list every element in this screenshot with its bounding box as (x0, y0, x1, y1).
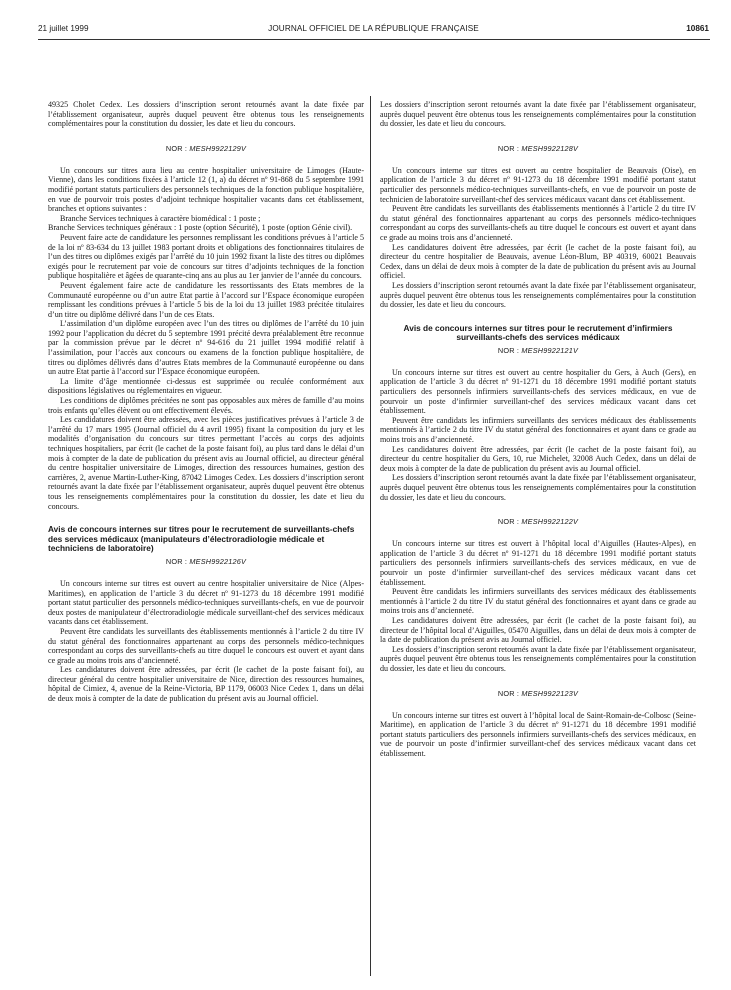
nor-reference: NOR : MESH9922128V (497, 143, 579, 153)
paragraph: Les candidatures doivent être adressées, par écrit (le cachet de la poste faisant foi), au directeur général du centre hospitalier universitaire de Nice, direction des ressources humaines, hôpital de Cimiez, 4, avenue de la Reine-Victoria, BP 1179, 06003 Nice Cedex 1, dans un délai de deux mois à compter de la date de publication du présent avis au Journal officiel. (48, 665, 364, 704)
nor-reference: NOR : MESH9922121V (497, 345, 579, 355)
paragraph: L’assimilation d’un diplôme européen avec l’un des titres ou diplômes de l’arrêté du 10 juin 1992 pour l’application du décret du 5 septembre 1991 précité devra préalablement être reconnue par la commission prévue par le décret nº 94-616 du 21 juillet 1994 modifié relatif à l’assimilation, pour l’accès aux concours ou examens de la fonction publique hospitalière, de titres ou diplômes délivrés dans d’autres Etats membres de la Communauté européenne ou dans un autre Etat partie à l’accord sur l’Espace économique européen. (48, 319, 364, 377)
header-rule (38, 39, 710, 40)
paragraph: Peuvent également faire acte de candidature les ressortissants des Etats membres de la Communauté européenne ou d’un autre Etat partie à l’accord sur l’Espace économique européen remplissant les conditions prévues à l’article 5 bis de la loi du 13 juillet 1983 précitée titulaires d’un titre ou diplôme délivré dans l’un de ces Etats. (48, 280, 364, 319)
paragraph: Un concours interne sur titres est ouvert au centre hospitalier du Gers, à Auch (Gers), en application de l’article 3 du décret nº 91-1271 du 18 décembre 1991 modifié portant statuts particuliers des personnels infirmiers surveillants-chefs des services médicaux, en vue de pourvoir un poste d’infirmier surveillant-chef des services médicaux vacant dans cet établissement. (380, 367, 696, 416)
paragraph: Branche Services techniques à caractère biomédical : 1 poste ; (60, 213, 261, 223)
issue-date: 21 juillet 1999 (38, 24, 89, 33)
section-title: Avis de concours internes sur titres pour le recrutement d’infirmiers surveillants-chefs des services médicaux (403, 322, 673, 343)
paragraph: Les dossiers d’inscription seront retournés avant la date fixée par l’établissement organisateur, auprès duquel peuvent être obtenus tous les renseignements complémentaires pour la constitution du dossier, les date et lieu du concours. (380, 280, 696, 310)
paragraph: Les candidatures doivent être adressées, par écrit (le cachet de la poste faisant foi), au directeur du centre hospitalier de Beauvais, avenue Léon-Blum, BP 40319, 60021 Beauvais Cedex, dans un délai de deux mois à compter de la date de publication du présent avis au Journal officiel. (380, 242, 696, 281)
paragraph: Les dossiers d’inscription seront retournés avant la date fixée par l’établissement organisateur, auprès duquel peuvent être obtenus tous les renseignements complémentaires pour la constitution du dossier, les date et lieu du concours. (380, 100, 696, 129)
nor-reference: NOR : MESH9922126V (165, 556, 247, 566)
paragraph: Un concours interne sur titres est ouvert au centre hospitalier de Beauvais (Oise), en application de l’article 3 du décret nº 91-1273 du 18 décembre 1991 modifié portant statut particulier des personnels médico-techniques surveillants-chefs, en vue de pourvoir un poste de technicien de laboratoire surveillant-chef des services médicaux vacant dans cet établissement. (380, 165, 696, 204)
paragraph: 49325 Cholet Cedex. Les dossiers d’inscription seront retournés avant la date fixée par l’établissement organisateur, auprès duquel peuvent être obtenus tous les renseignements complémentaires pour la constitution du dossier, les date et lieu du concours. (48, 100, 364, 129)
paragraph: Un concours interne sur titres est ouvert à l’hôpital local de Saint-Romain-de-Colbosc (Seine-Maritime), en application de l’article 3 du décret nº 91-1271 du 18 décembre 1991 modifié portant statuts particuliers des personnels infirmiers surveillants-chefs des services médicaux, en vue de pourvoir un poste d’infirmier surveillant-chef des services médicaux vacant dans cet établissement. (380, 710, 696, 758)
left-column (48, 100, 364, 980)
right-column (380, 100, 696, 980)
nor-reference: NOR : MESH9922122V (497, 517, 579, 527)
paragraph: Les dossiers d’inscription seront retournés avant la date fixée par l’établissement organisateur, auprès duquel peuvent être obtenus tous les renseignements complémentaires pour la constitution du dossier, les date et lieu du concours. (380, 473, 696, 502)
nor-reference: NOR : MESH9922129V (165, 143, 247, 153)
paragraph: Les conditions de diplômes précitées ne sont pas opposables aux mères de famille d’au moins trois enfants qu’elles élèvent ou ont effectivement élevés. (48, 396, 364, 415)
nor-reference: NOR : MESH9922123V (497, 688, 579, 698)
paragraph: Les dossiers d’inscription seront retournés avant la date fixée par l’établissement organisateur, auprès duquel peuvent être obtenus tous les renseignements complémentaires pour la constitution du dossier, les date et lieu du concours. (380, 644, 696, 673)
paragraph: Peuvent être candidats les infirmiers surveillants des services médicaux des établissements mentionnés à l’article 2 du titre IV du statut général des fonctionnaires et ayant dans ce grade au moins trois ans d’ancienneté. (380, 587, 696, 616)
paragraph: Peuvent être candidats les infirmiers surveillants des services médicaux des établissements mentionnés à l’article 2 du titre IV du statut général des fonctionnaires et ayant dans ce grade au moins trois ans d’ancienneté. (380, 415, 696, 445)
paragraph: Peuvent faire acte de candidature les personnes remplissant les conditions prévues à l’article 5 de la loi nº 83-634 du 13 juillet 1983 portant droits et obligations des fonctionnaires titulaires de l’un des titres ou diplômes exigés par l’arrêté du 10 juin 1992 fixant la liste des titres ou diplômes exigés pour le recrutement par voie de concours sur titres d’adjoints techniques de la fonction publique hospitalière et âgées de quarante-cinq ans au plus au 1er janvier de l’année du concours. (48, 232, 364, 281)
section-title: Avis de concours internes sur titres pour le recrutement de surveillants-chefs des services médicaux (manipulateurs d’électroradiologie médicale et techniciens de laboratoire) (48, 524, 355, 554)
paragraph: Branche Services techniques généraux : 1 poste (option Sécurité), 1 poste (option Génie civil). (48, 223, 353, 233)
paragraph: Un concours sur titres aura lieu au centre hospitalier universitaire de Limoges (Haute-Vienne), dans les conditions fixées à l’article 12 (1, a) du décret nº 91-868 du 5 septembre 1991 modifié portant statuts particuliers des personnels techniques de la fonction publique hospitalière, en vue de pourvoir trois postes d’adjoint technique hospitalier vacants dans cet établissement, branches et options suivantes : (48, 165, 364, 214)
paragraph: Un concours interne sur titres est ouvert au centre hospitalier universitaire de Nice (Alpes-Maritimes), en application de l’article 3 du décret nº 91-1273 du 18 décembre 1991 modifié portant statut particulier des personnels médico-techniques surveillants-chefs, en vue de pourvoir deux postes de manipulateur d’électroradiologie médicale surveillant-chef des services médicaux vacants dans cet établissement. (48, 578, 364, 627)
page-number: 10861 (686, 24, 709, 33)
paragraph: Les candidatures doivent être adressées, avec les pièces justificatives prévues à l’article 3 de l’arrêté du 17 mars 1995 (Journal officiel du 4 avril 1995) fixant la composition du jury et les modalités d’organisation du concours sur titres permettant l’accès au corps des adjoints techniques hospitaliers, par écrit (le cachet de la poste faisant foi), au plus tard dans le délai d’un mois à compter de la date de publication du présent avis au Journal officiel, au directeur général du centre hospitalier universitaire de Limoges, direction des ressources humaines, gestion des carrières, 2, avenue Martin-Luther-King, 87042 Limoges Cedex. Les dossiers d’inscription seront retournés avant la date fixée par l’établissement organisateur, auprès duquel peuvent être obtenus tous les renseignements complémentaires pour la constitution du dossier, les date et lieu du concours. (48, 415, 364, 511)
paragraph: La limite d’âge mentionnée ci-dessus est supprimée ou reculée conformément aux dispositions législatives ou réglementaires en vigueur. (48, 376, 364, 396)
paragraph: Un concours interne sur titres est ouvert à l’hôpital local d’Aiguilles (Hautes-Alpes), en application de l’article 3 du décret nº 91-1271 du 18 décembre 1991 modifié portant statuts particuliers des personnels infirmiers surveillants-chefs des services médicaux, en vue de pourvoir un poste d’infirmier surveillant-chef des services médicaux vacant dans cet établissement. (380, 539, 696, 587)
journal-title: JOURNAL OFFICIEL DE LA RÉPUBLIQUE FRANÇAISE (268, 24, 479, 33)
paragraph: Les candidatures doivent être adressées, par écrit (le cachet de la poste faisant foi), au directeur de l’hôpital local d’Aiguilles, 05470 Aiguilles, dans un délai de deux mois à compter de la date de publication du présent avis au Journal officiel. (380, 615, 696, 645)
paragraph: Peuvent être candidats les surveillants des établissements mentionnés à l’article 2 du titre IV du statut général des fonctionnaires appartenant au corps des personnels médico-techniques correspondant au corps des surveillants-chefs au titre duquel le concours est ouvert et ayant dans ce grade au moins trois ans d’ancienneté. (48, 626, 364, 665)
paragraph: Peuvent être candidats les surveillants des établissements mentionnés à l’article 2 du titre IV du statut général des fonctionnaires appartenant au corps des personnels médico-techniques correspondant au corps des surveillants-chefs au titre duquel le concours est ouvert et ayant dans ce grade au moins trois ans d’ancienneté. (380, 204, 696, 242)
paragraph: Les candidatures doivent être adressées, par écrit (le cachet de la poste faisant foi), au directeur du centre hospitalier du Gers, 10, rue Michelet, 32008 Auch Cedex, dans un délai de deux mois à compter de la date de publication du présent avis au Journal officiel. (380, 444, 696, 473)
column-divider (370, 96, 371, 976)
page-header (38, 24, 709, 38)
